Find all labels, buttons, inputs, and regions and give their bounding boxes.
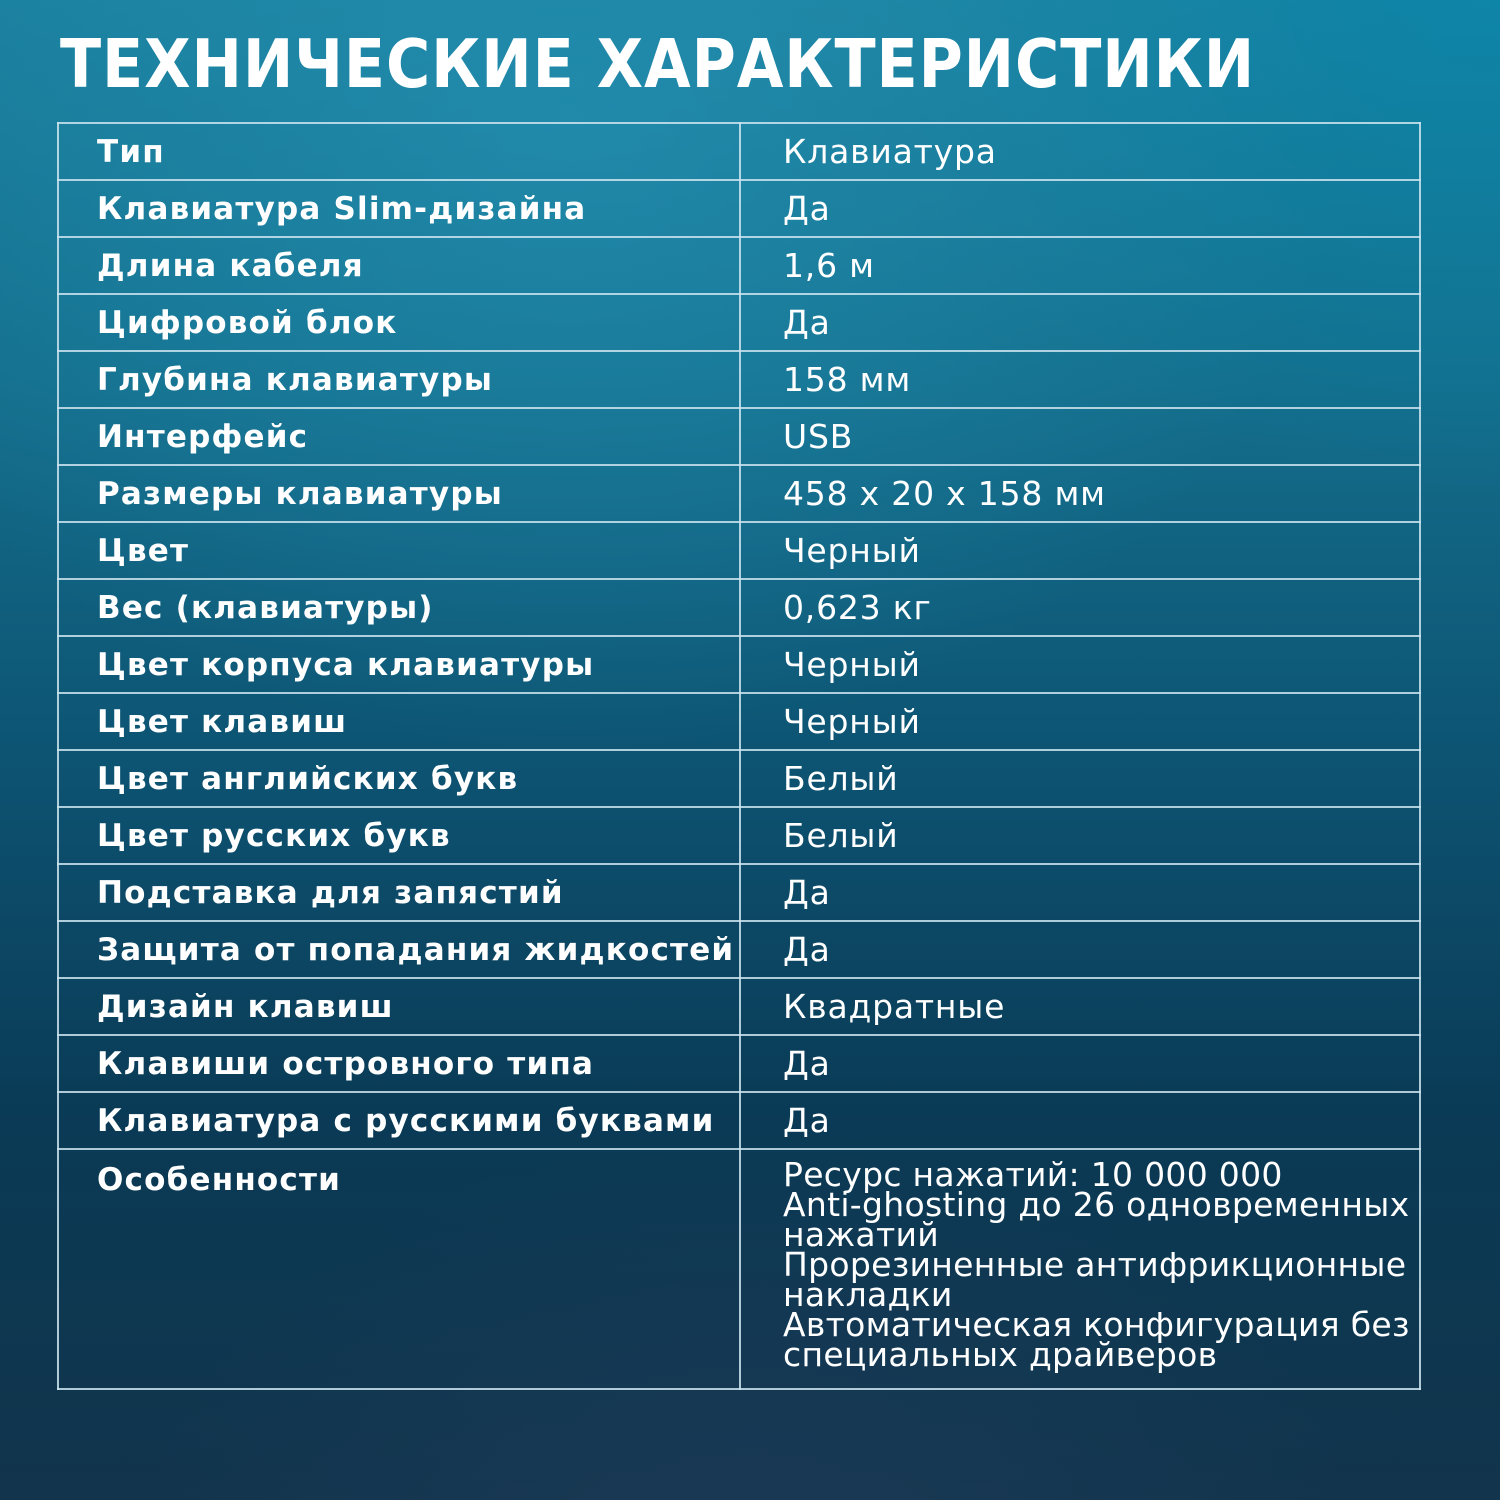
spec-name: Цвет корпуса клавиатуры [58,636,740,693]
spec-value: 158 мм [740,351,1420,408]
spec-name: Размеры клавиатуры [58,465,740,522]
spec-row [58,1092,1420,1149]
spec-row [58,237,1420,294]
spec-table [57,122,1421,1390]
spec-name: Клавиши островного типа [58,1035,740,1092]
spec-value: Да [740,864,1420,921]
spec-name: Интерфейс [58,408,740,465]
spec-row [58,693,1420,750]
feature-line: Прорезиненные антифрикционные накладки [783,1245,1407,1314]
spec-name: Цвет русских букв [58,807,740,864]
spec-value: Белый [740,807,1420,864]
spec-value: Черный [740,693,1420,750]
spec-row [58,636,1420,693]
spec-row [58,465,1420,522]
spec-row [58,1035,1420,1092]
spec-value: 1,6 м [740,237,1420,294]
spec-value: Да [740,1092,1420,1149]
feature-line: Автоматическая конфигурация без специальных драйверов [783,1305,1410,1374]
spec-value: Да [740,1035,1420,1092]
features-value [740,1149,1420,1389]
spec-row [58,750,1420,807]
spec-row [58,180,1420,237]
spec-value: USB [740,408,1420,465]
spec-name: Цвет клавиш [58,693,740,750]
features-row [58,1149,1420,1389]
spec-row [58,807,1420,864]
spec-value: 0,623 кг [740,579,1420,636]
spec-row [58,294,1420,351]
feature-line: Ресурс нажатий: 10 000 000 [783,1155,1283,1194]
spec-value: Квадратные [740,978,1420,1035]
spec-value: Черный [740,636,1420,693]
spec-value: Да [740,921,1420,978]
spec-value: Клавиатура [740,123,1420,180]
spec-value: Да [740,180,1420,237]
spec-row [58,408,1420,465]
spec-name: Дизайн клавиш [58,978,740,1035]
spec-row [58,579,1420,636]
spec-name: Цвет [58,522,740,579]
spec-row [58,123,1420,180]
spec-name: Глубина клавиатуры [58,351,740,408]
spec-name: Цифровой блок [58,294,740,351]
spec-name: Цвет английских букв [58,750,740,807]
spec-name: Клавиатура с русскими буквами [58,1092,740,1149]
spec-row [58,921,1420,978]
spec-name: Вес (клавиатуры) [58,579,740,636]
spec-value: Черный [740,522,1420,579]
features-name: Особенности [58,1149,740,1389]
spec-value: 458 x 20 x 158 мм [740,465,1420,522]
spec-name: Длина кабеля [58,237,740,294]
spec-row [58,351,1420,408]
spec-row [58,864,1420,921]
spec-row [58,978,1420,1035]
spec-row [58,522,1420,579]
spec-name: Тип [58,123,740,180]
spec-value: Да [740,294,1420,351]
spec-name: Клавиатура Slim-дизайна [58,180,740,237]
spec-value: Белый [740,750,1420,807]
feature-line: Anti-ghosting до 26 одновременных нажатий [783,1185,1410,1254]
spec-name: Защита от попадания жидкостей [58,921,740,978]
page-title: ТЕХНИЧЕСКИЕ ХАРАКТЕРИСТИКИ [60,25,1256,103]
spec-name: Подставка для запястий [58,864,740,921]
